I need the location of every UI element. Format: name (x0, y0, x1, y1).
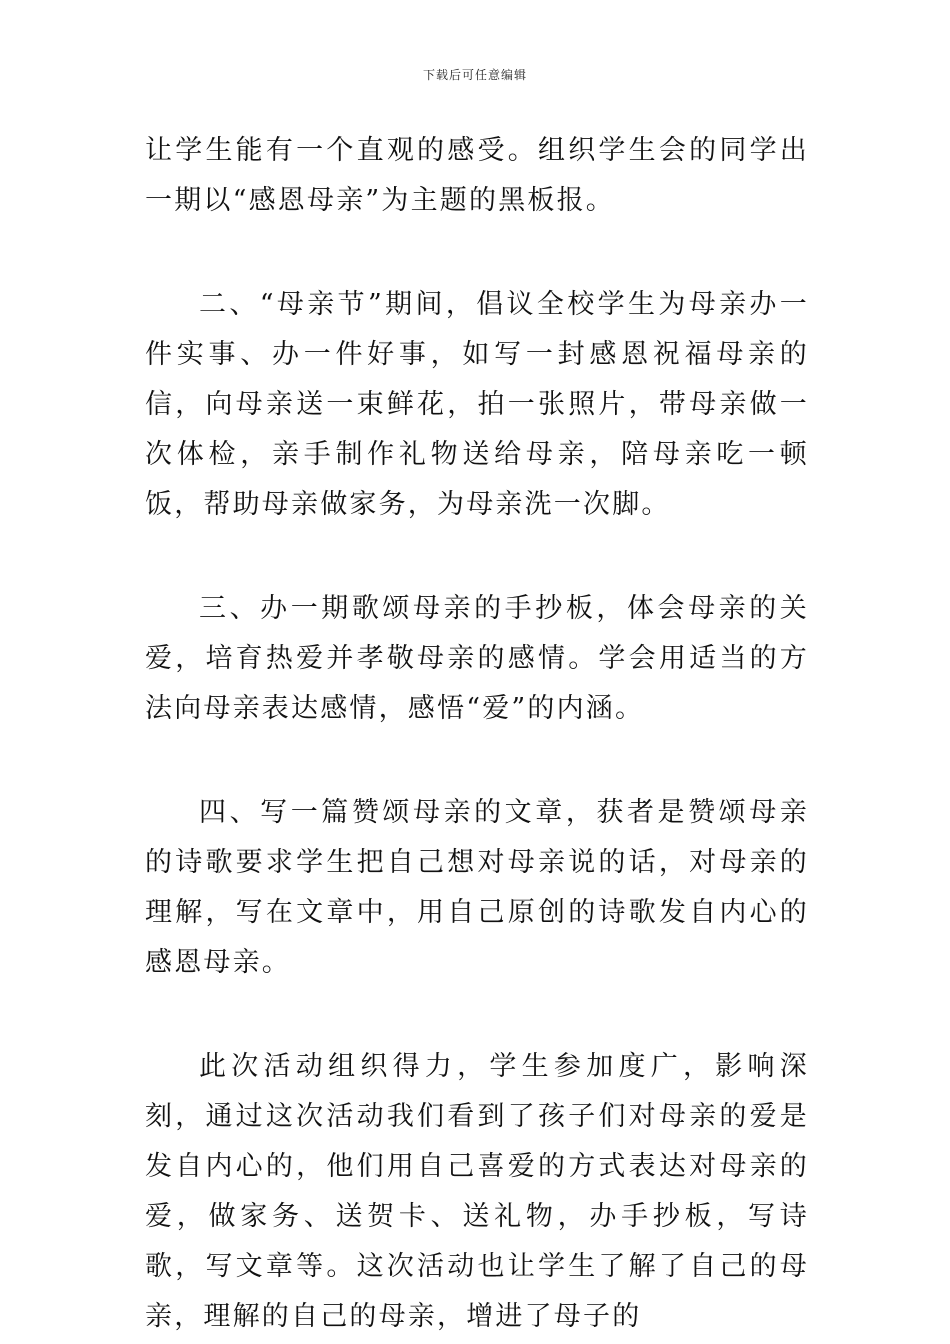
paragraph-gap (145, 530, 809, 584)
paragraph-gap (145, 988, 809, 1042)
paragraph-continuation: 让学生能有一个直观的感受。组织学生会的同学出一期以“感恩母亲”为主题的黑板报。 (145, 135, 809, 216)
paragraph-item-two: 二、“母亲节”期间，倡议全校学生为母亲办一件实事、办一件好事，如写一封感恩祝福母亲的信，向母亲送一束鲜花，拍一张照片，带母亲做一次体检，亲手制作礼物送给母亲，陪母亲吃一顿饭，帮助母亲做家务，为母亲洗一次脚。 (145, 289, 809, 520)
paragraph-summary: 此次活动组织得力，学生参加度广，影响深刻，通过这次活动我们看到了孩子们对母亲的爱是发自内心的，他们用自己喜爱的方式表达对母亲的爱，做家务、送贺卡、送礼物，办手抄板，写诗歌，写文章等。这次活动也让学生了解了自己的母亲，理解的自己的母亲，增进了母子的 (145, 1051, 809, 1332)
paragraph-gap (145, 226, 809, 280)
paragraph-item-three: 三、办一期歌颂母亲的手抄板，体会母亲的关爱，培育热爱并孝敬母亲的感情。学会用适当的方法向母亲表达感情，感悟“爱”的内涵。 (145, 593, 809, 724)
document-body (145, 126, 809, 1342)
paragraph-gap (145, 734, 809, 788)
page-header-note: 下载后可任意编辑 (422, 68, 527, 82)
paragraph-item-four: 四、写一篇赞颂母亲的文章，获者是赞颂母亲的诗歌要求学生把自己想对母亲说的话，对母亲的理解，写在文章中，用自己原创的诗歌发自内心的感恩母亲。 (145, 797, 809, 978)
